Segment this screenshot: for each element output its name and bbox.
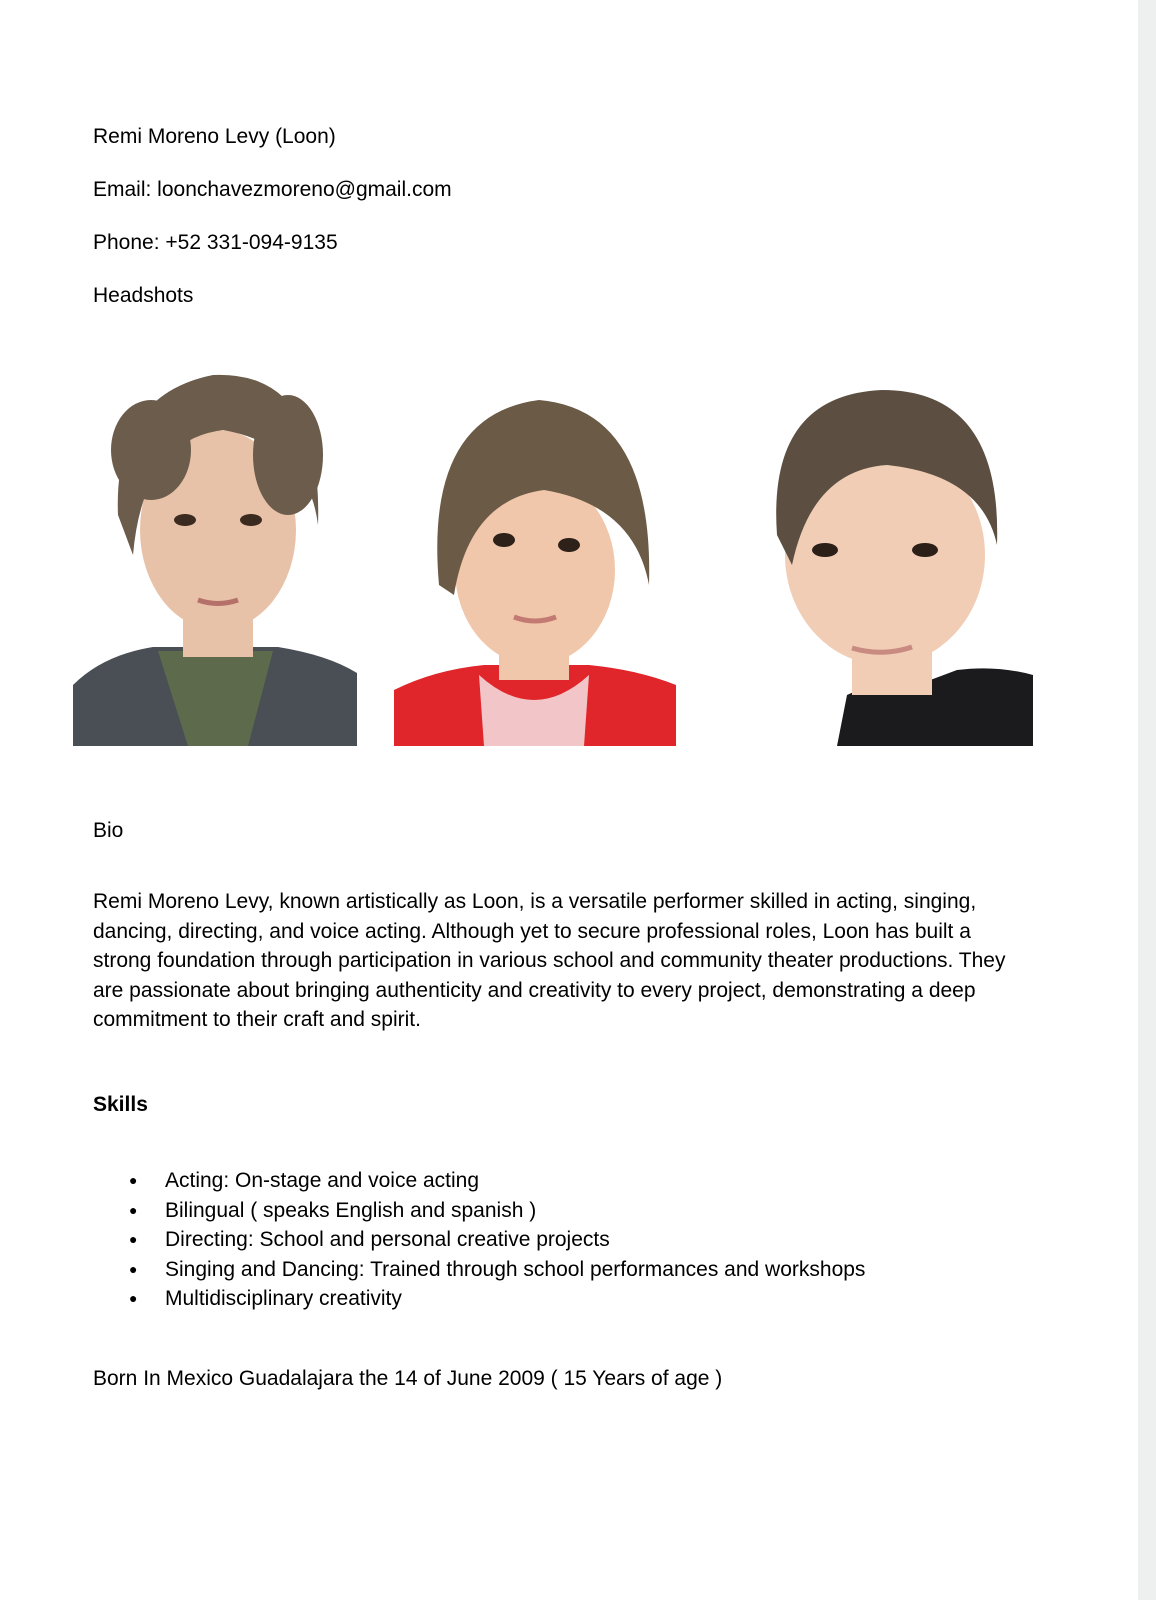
- headshot-photo-1: [73, 355, 357, 746]
- bio-paragraph: Remi Moreno Levy, known artistically as Loon, is a versatile performer skilled in acting, singing, dancing, directing, and voice acting. Although yet to secure professional roles, Loon has built a strong foundation through participation in various school and community theater productions. They are passionate about bringing authenticity and creativity to every project, demonstrating a deep commitment to their craft and spirit.: [93, 890, 1006, 1032]
- skills-list: [93, 1166, 865, 1314]
- skills-heading: Skills: [93, 1093, 148, 1116]
- headshot-photo-3: [757, 385, 1033, 746]
- headshot-photo-2: [394, 395, 676, 746]
- birth-info: Born In Mexico Guadalajara the 14 of June 2009 ( 15 Years of age ): [93, 1367, 723, 1390]
- skill-item: ● Bilingual ( speaks English and spanish ): [93, 1196, 865, 1226]
- phone-line: Phone: +52 331-094-9135: [93, 231, 338, 254]
- skill-item: ● Multidisciplinary creativity: [93, 1284, 865, 1314]
- email-line: Email: loonchavezmoreno@gmail.com: [93, 178, 452, 201]
- skill-item: ● Singing and Dancing: Trained through school performances and workshops: [93, 1255, 865, 1285]
- headshots-heading: Headshots: [93, 284, 194, 307]
- bio-heading: Bio: [93, 819, 124, 842]
- performer-name: Remi Moreno Levy (Loon): [93, 125, 336, 148]
- skill-item: ● Acting: On-stage and voice acting: [93, 1166, 865, 1196]
- skill-item: ● Directing: School and personal creative projects: [93, 1225, 865, 1255]
